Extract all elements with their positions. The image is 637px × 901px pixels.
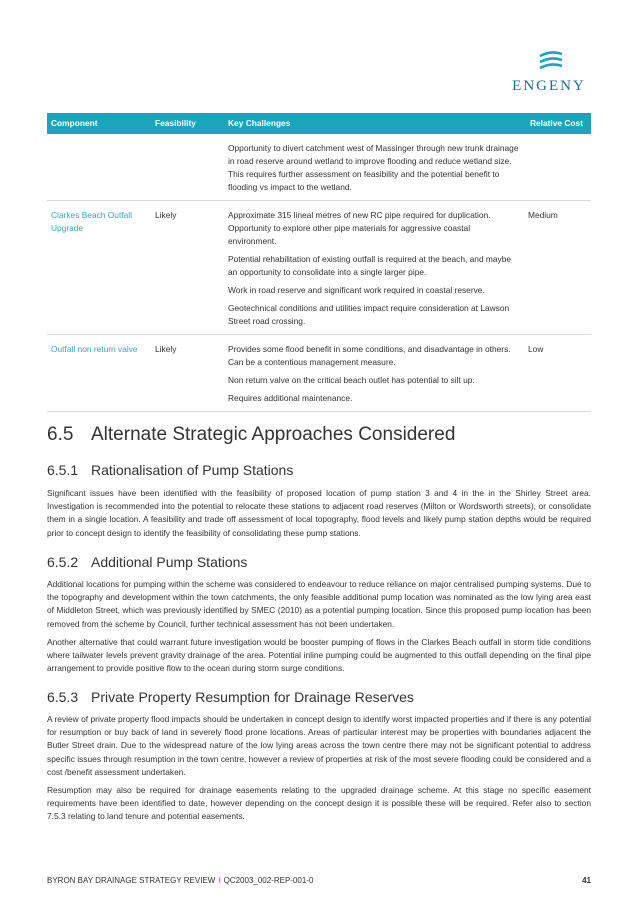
cell-challenges <box>224 134 524 201</box>
table-row <box>47 201 591 335</box>
footer-document-title: BYRON BAY DRAINAGE STRATEGY REVIEW <box>47 876 216 885</box>
section-heading <box>47 424 455 446</box>
paragraph: Significant issues have been identified with the feasibility of proposed location of pump station 3 and 4 in the in the Shirley Street area. Investigation is recommended into the potential to relocate these stations to adjacent road reserves (Milton or Wordsworth streets), or consolidate them in a single location. A feasibility and trade off assessment of local topography, flood levels and likely pump station depths would be required prior to concept design to identify the feasibility of consolidating these pump stations. <box>47 488 591 538</box>
table-header-row <box>47 113 591 134</box>
subsection-title: Additional Pump Stations <box>91 554 248 570</box>
cell-component <box>47 134 151 201</box>
engeny-wave-icon <box>538 50 564 76</box>
subsection-title: Private Property Resumption for Drainage Reserves <box>91 689 414 705</box>
subsection-number: 6.5.2 <box>47 554 79 570</box>
subsection-heading-652 <box>47 554 247 570</box>
challenge-text: Work in road reserve and significant work required in coastal reserve. <box>228 285 485 295</box>
table-row <box>47 134 591 201</box>
cell-feasibility: Likely <box>151 335 224 412</box>
header-relative-cost: Relative Cost <box>524 113 591 134</box>
cell-cost: Low <box>524 335 591 412</box>
cell-feasibility: Likely <box>151 201 224 335</box>
cell-cost <box>524 134 591 201</box>
cell-challenges <box>224 335 524 412</box>
subsection-title: Rationalisation of Pump Stations <box>91 462 294 478</box>
challenge-text: Approximate 315 lineal metres of new RC pipe required for duplication. Opportunity to explore other pipe materials for aggressive coastal environment. <box>228 210 491 246</box>
subsection-number: 6.5.1 <box>47 462 79 478</box>
subsection-heading-651 <box>47 462 293 478</box>
paragraph: Resumption may also be required for drainage easements relating to the upgraded drainage scheme. At this stage no specific easement requirements have been identified to date, however depending on the concept design it is possible these will be required. Refer also to section 7.5.3 relating to land tenure and potential easements. <box>47 785 591 822</box>
cell-feasibility <box>151 134 224 201</box>
footer-separator: I <box>218 876 221 885</box>
page-footer <box>47 876 591 885</box>
challenge-text: Geotechnical conditions and utilities impact require consideration at Lawson Street road crossing. <box>228 303 510 326</box>
challenge-text: Opportunity to divert catchment west of Massinger through new trunk drainage in road reserve around wetland to improve flooding and reduce wetland size. This requires further assessment on feasibility and the potential benefit to flooding vs impact to the wetland. <box>228 143 519 192</box>
cell-challenges <box>224 201 524 335</box>
paragraph: A review of private property flood impacts should be undertaken in concept design to identify worst impacted properties and if there is any potential for resumption or buy back of land in severely flood prone locations. Areas of particular interest may be properties with boundaries adjacent the Butler Street drain. Due to the widespread nature of the low lying areas across the town centre there may not be significant potential to address specific issues through resumption in the town centre, however a review of properties at risk of the most severe flooding could be considered and a cost /benefit assessment undertaken. <box>47 714 591 777</box>
cell-component: Outfall non return valve <box>47 335 151 412</box>
subsection-heading-653 <box>47 689 414 705</box>
challenges-table <box>47 113 591 412</box>
page-number: 41 <box>582 876 591 885</box>
paragraph: Another alternative that could warrant future investigation would be booster pumping of flows in the Clarkes Beach outfall in storm tide conditions where tailwater levels prevent gravity drainage of the area. Potential inline pumping could be augmented to this outfall depending on the final pipe arrangement to provide positive flow to the ocean during storm surge conditions. <box>47 637 591 674</box>
paragraph: Additional locations for pumping within the scheme was considered to endeavour to reduce reliance on major centralised pumping systems. Due to the topography and development within the town catchments, the only feasible additional pump location was nominated as the low lying area east of Middleton Street, which was previously identified by SMEC (2010) as a potential pumping location. Since this proposed pump location has been removed from the scheme by Council, further technical assessment has not been undertaken. <box>47 579 591 629</box>
challenge-text: Requires additional maintenance. <box>228 393 353 403</box>
cell-component: Clarkes Beach Outfall Upgrade <box>47 201 151 335</box>
header-feasibility: Feasibility <box>151 113 224 134</box>
section-title: Alternate Strategic Approaches Considered <box>91 424 456 445</box>
challenge-text: Non return valve on the critical beach outlet has potential to silt up. <box>228 375 475 385</box>
subsection-number: 6.5.3 <box>47 689 79 705</box>
section-number: 6.5 <box>47 424 74 445</box>
footer-reference: QC2003_002-REP-001-0 <box>223 876 314 885</box>
challenge-text: Provides some flood benefit in some conditions, and disadvantage in others. Can be a contentious management measure. <box>228 344 511 367</box>
table-row <box>47 335 591 412</box>
header-key-challenges: Key Challenges <box>224 113 524 134</box>
cell-cost: Medium <box>524 201 591 335</box>
challenge-text: Potential rehabilitation of existing outfall is required at the beach, and maybe an opportunity to consolidate into a single larger pipe. <box>228 254 512 277</box>
engeny-logo <box>508 50 590 95</box>
header-component: Component <box>47 113 151 134</box>
logo-text: ENGENY <box>512 78 586 94</box>
